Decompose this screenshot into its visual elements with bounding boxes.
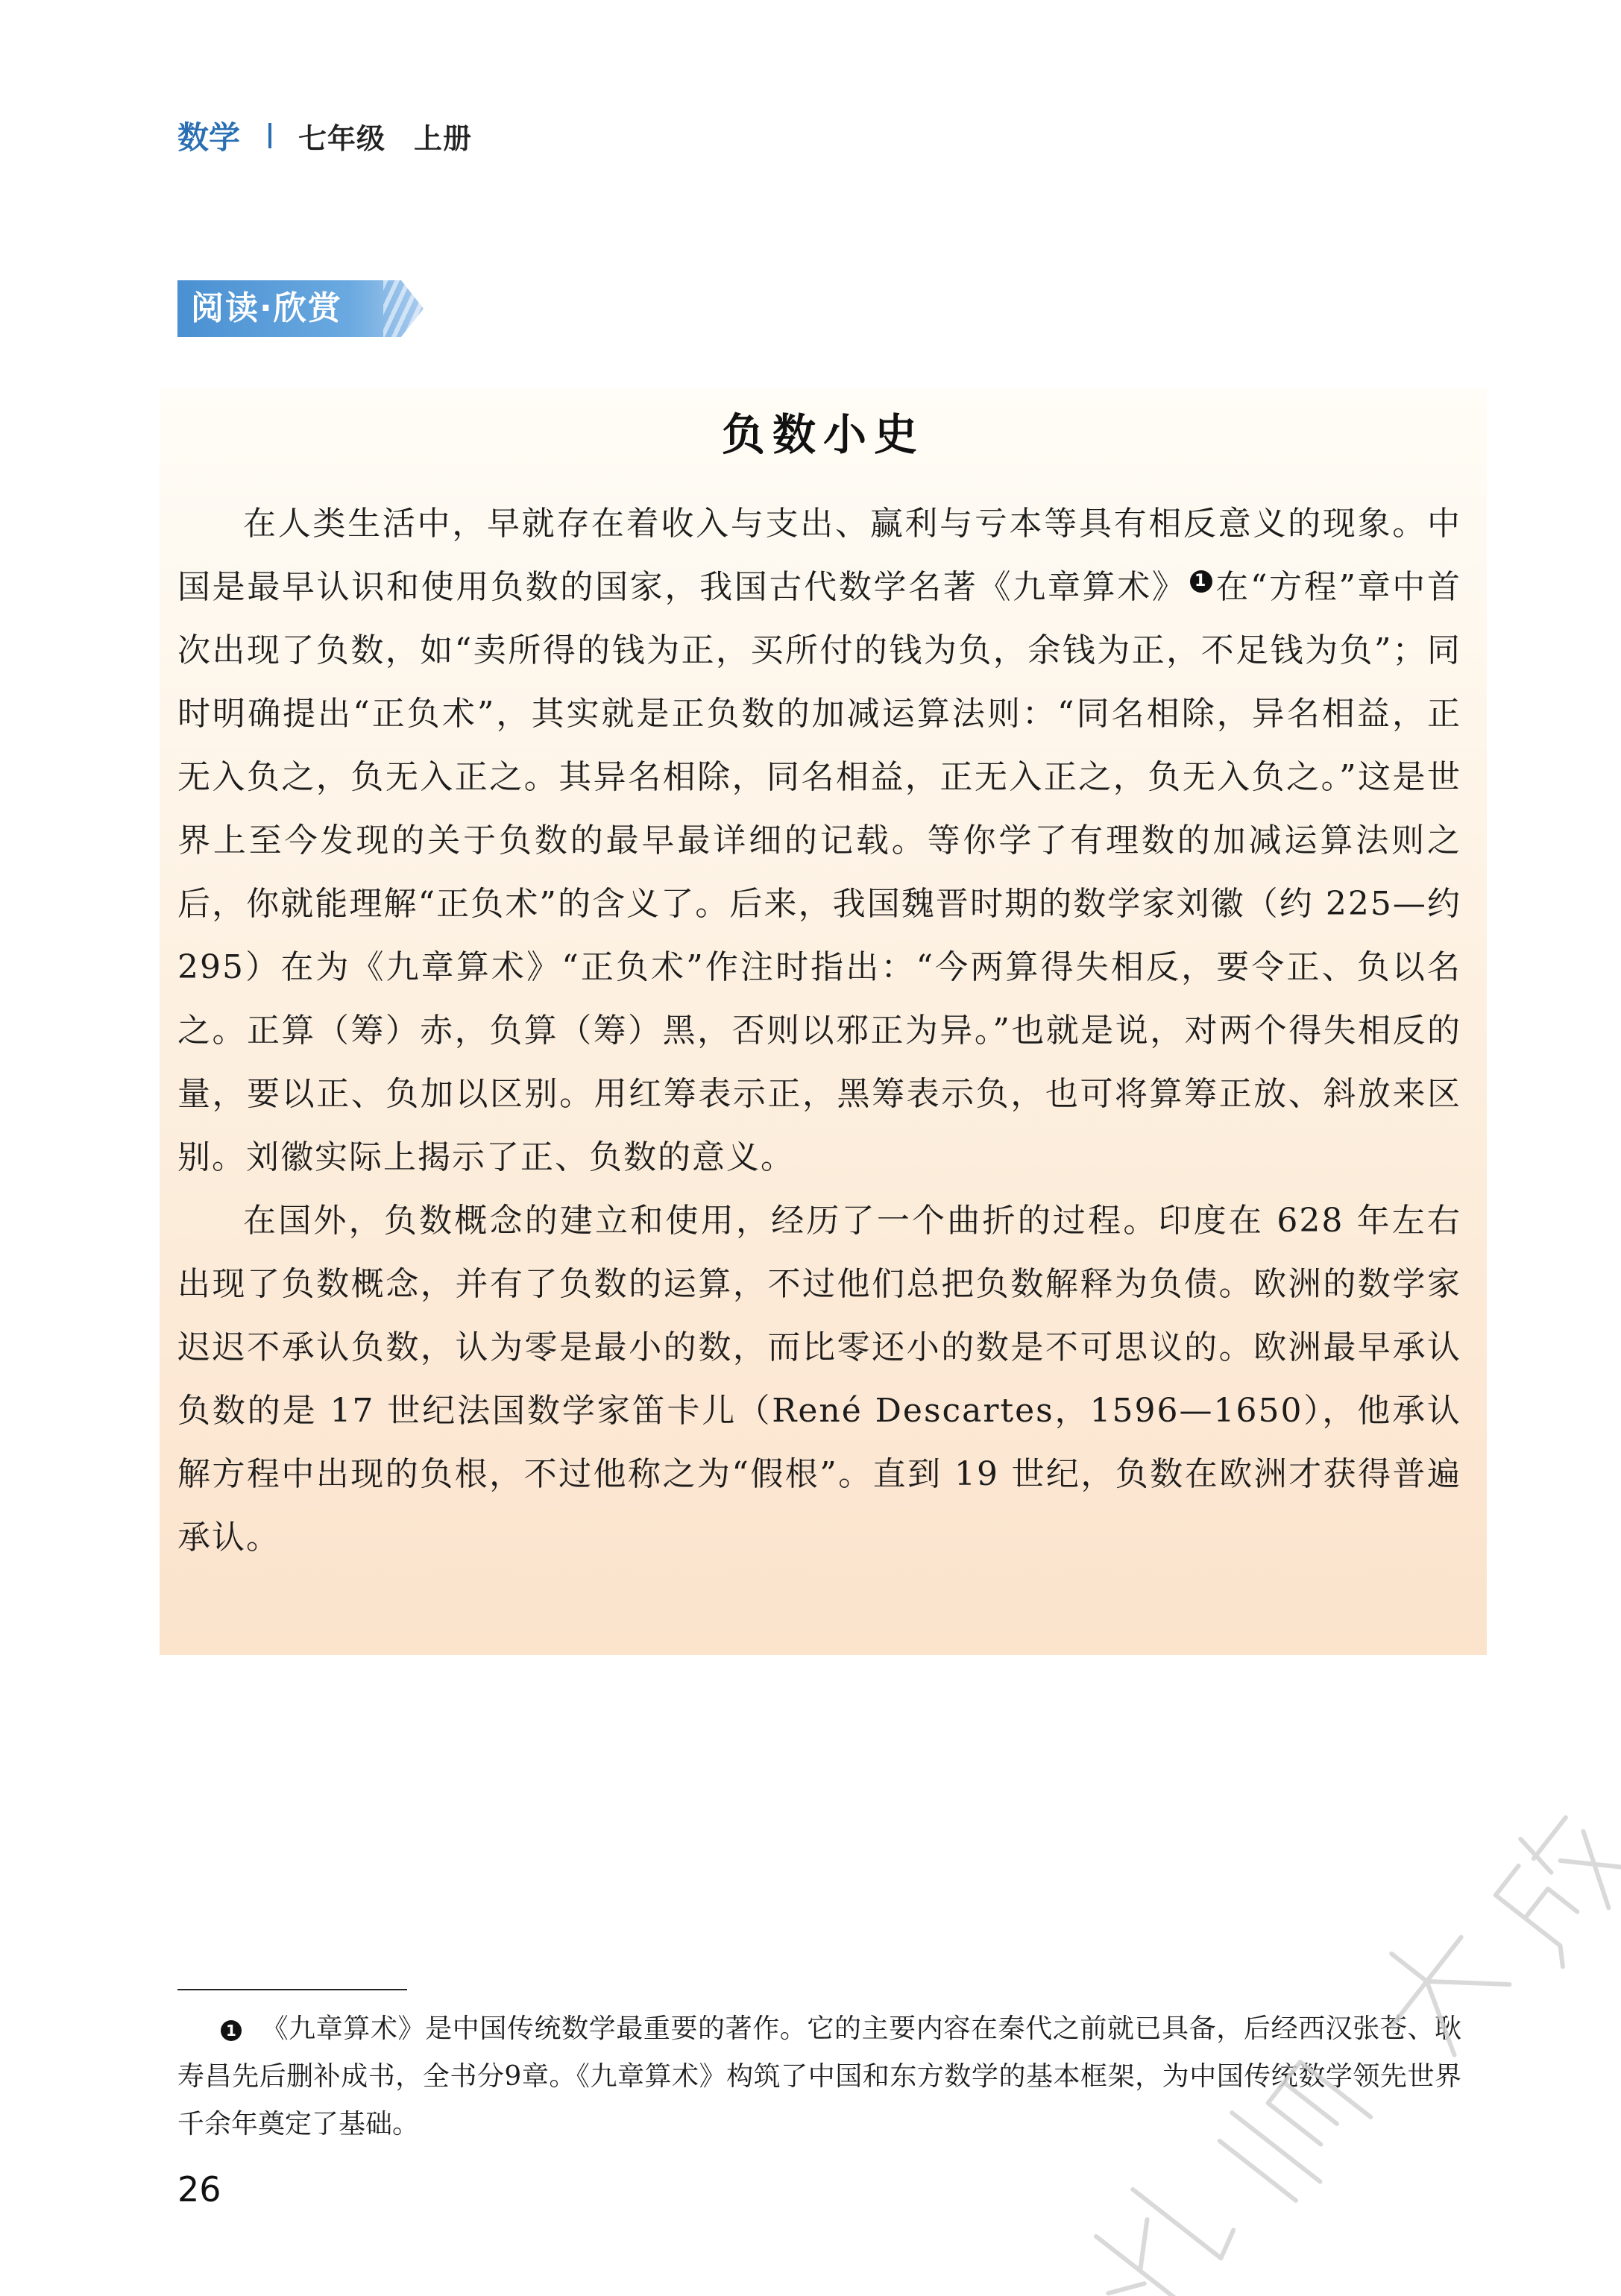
header-divider <box>268 123 271 148</box>
publisher-watermark <box>1066 1774 1621 2296</box>
paragraph-1 <box>177 492 1461 1189</box>
footnote-text: 《九章算术》是中国传统数学最重要的著作。它的主要内容在秦代之前就已具备，后经西汉张苍、耿寿昌先后删补成书，全书分9章。《九章算术》构筑了中国和东方数学的基本框架，为中国传统数学领先世界千余年奠定了基础。 <box>177 2013 1461 2139</box>
footnote-rule <box>177 1989 407 1990</box>
footnote-marker-icon: 1 <box>1190 570 1212 593</box>
paragraph-1-text-a: 在人类生活中，早就存在着收入与支出、赢利与亏本等具有相反意义的现象。中国是最早认识和使用负数的国家，我国古代数学名著《九章算术》 <box>177 505 1461 606</box>
running-header <box>177 113 472 158</box>
article-title: 负数小史 <box>721 409 925 460</box>
paragraph-2: 在国外，负数概念的建立和使用，经历了一个曲折的过程。印度在 628 年左右出现了负数概念，并有了负数的运算，不过他们总把负数解释为负债。欧洲的数学家迟迟不承认负数，认为零是最小的数，而比零还小的数是不可思议的。欧洲最早承认负数的是 17 世纪法国数学家笛卡儿（René Descartes，1596—1650），他承认解方程中出现的负根，不过他称之为“假根”。直到 19 世纪，负数在欧洲才获得普遍承认。 <box>177 1202 1461 1557</box>
footnote-marker-icon: 1 <box>221 2020 242 2041</box>
grade-volume <box>298 116 472 157</box>
grade-label: 七年级 <box>298 122 386 155</box>
section-tag <box>177 280 424 337</box>
section-tag-label: 阅读·欣赏 <box>191 289 342 327</box>
article-body <box>177 492 1461 1569</box>
page-number: 26 <box>177 2169 221 2210</box>
volume-label: 上册 <box>414 122 473 155</box>
paragraph-1-text-b: 在“方程”章中首次出现了负数，如“卖所得的钱为正，买所付的钱为负，余钱为正，不足钱为负”；同时明确提出“正负术”，其实就是正负数的加减运算法则：“同名相除，异名相益，正无入负之，负无入正之。其异名相除，同名相益，正无入正之，负无入负之。”这是世界上至今发现的关于负数的最早最详细的记载。等你学了有理数的加减运算法则之后，你就能理解“正负术”的含义了。后来，我国魏晋时期的数学家刘徽（约 225—约 295）在为《九章算术》“正负术”作注时指出：“今两算得失相反，要令正、负以名之。正算（筹）赤，负算（筹）黑，否则以邪正为异。”也就是说，对两个得失相反的量，要以正、负加以区别。用红筹表示正，黑筹表示负，也可将算筹正放、斜放来区别。刘徽实际上揭示了正、负数的意义。 <box>177 568 1461 1176</box>
subject-label: 数学 <box>177 119 241 156</box>
section-tag-stripes <box>383 280 424 337</box>
